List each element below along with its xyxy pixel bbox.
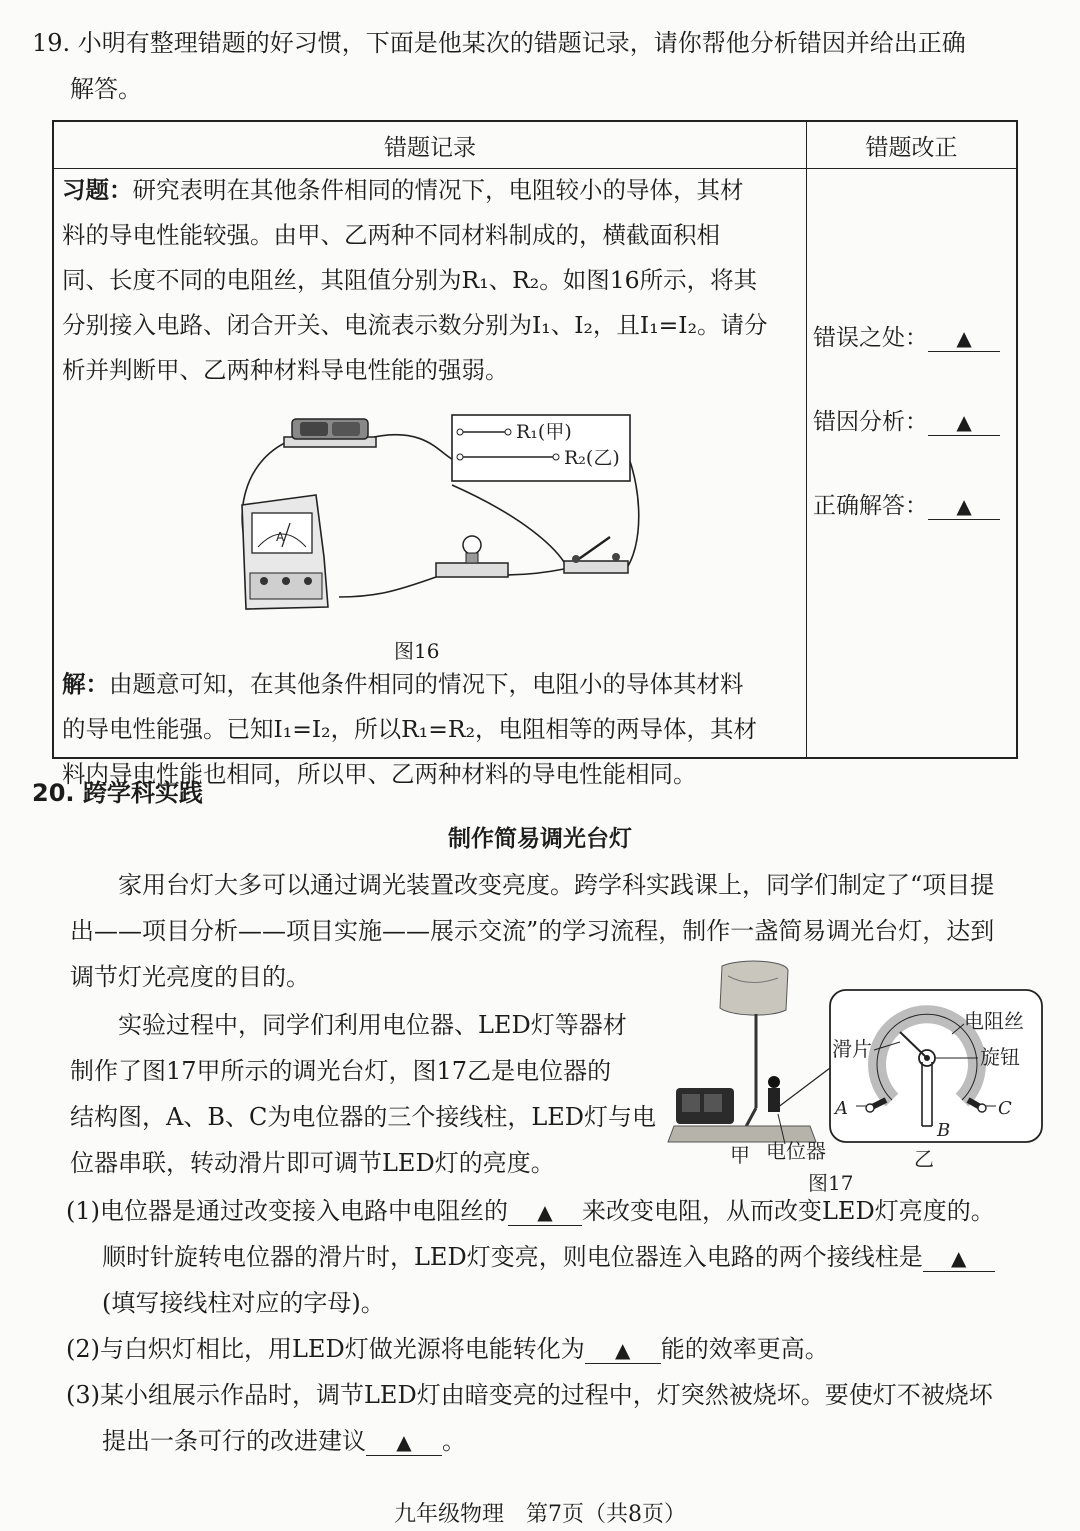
intro-line-1: 家用台灯大多可以通过调光装置改变亮度。跨学科实践课上，同学们制定了“项目提 bbox=[118, 871, 995, 899]
q20-heading: 20. 跨学科实践 bbox=[32, 779, 203, 807]
fig17-label-knob: 旋钮 bbox=[980, 1045, 1020, 1069]
solution-label: 解： bbox=[62, 670, 109, 698]
fix-blank-cause[interactable]: ▲ bbox=[928, 409, 1000, 436]
solution-line-3: 料内导电性能也相同，所以甲、乙两种材料的导电性能相同。 bbox=[62, 760, 697, 788]
q20-sub1-line3: (填写接线柱对应的字母)。 bbox=[102, 1289, 385, 1317]
intro-line-2: 出——项目分析——项目实施——展示交流”的学习流程，制作一盏简易调光台灯，达到 bbox=[70, 917, 995, 945]
resistor-box bbox=[452, 415, 630, 481]
fix-blank-answer[interactable]: ▲ bbox=[928, 493, 1000, 520]
potentiometer-diagram bbox=[830, 990, 1042, 1171]
problem-label: 习题： bbox=[62, 176, 133, 204]
exp-line-1: 实验过程中，同学们利用电位器、LED灯等器材 bbox=[118, 1011, 627, 1039]
blank-q1-2[interactable]: ▲ bbox=[923, 1244, 995, 1272]
fig17-label-a: A bbox=[835, 1098, 848, 1119]
r2-label: R₂(乙) bbox=[564, 447, 620, 469]
q20-title: 制作简易调光台灯 bbox=[448, 826, 632, 852]
problem-line-3: 同、长度不同的电阻丝，其阻值分别为R₁、R₂。如图16所示，将其 bbox=[62, 266, 758, 294]
col-header-record: 错题记录 bbox=[53, 121, 807, 169]
fig17-label-potentiometer: 电位器 bbox=[766, 1139, 826, 1163]
battery-holder bbox=[284, 419, 376, 447]
page-footer: 九年级物理 第7页（共8页） bbox=[394, 1502, 686, 1527]
figure-17 bbox=[660, 958, 1050, 1198]
problem-line-5: 析并判断甲、乙两种材料导电性能的强弱。 bbox=[62, 356, 509, 384]
exp-line-2: 制作了图17甲所示的调光台灯，图17乙是电位器的 bbox=[70, 1057, 612, 1085]
ammeter bbox=[242, 495, 328, 609]
col-header-fix: 错题改正 bbox=[807, 121, 1017, 169]
error-record-table bbox=[52, 120, 1018, 788]
lamp-base bbox=[436, 536, 508, 577]
fig17-label-slider: 滑片 bbox=[832, 1037, 872, 1061]
fix-cell bbox=[807, 169, 1017, 759]
fig17-label-jia: 甲 bbox=[730, 1143, 750, 1167]
problem-line-4: 分别接入电路、闭合开关、电流表示数分别为I₁、I₂，且I₁=I₂。请分 bbox=[62, 311, 768, 339]
fig17-label-b: B bbox=[937, 1120, 951, 1141]
q19-stem-line1: 19. 小明有整理错题的好习惯，下面是他某次的错题记录，请你帮他分析错因并给出正确 bbox=[32, 29, 966, 57]
q20-sub1-line1: (1)电位器是通过改变接入电路中电阻丝的 ▲ 来改变电阻，从而改变LED灯亮度的。 bbox=[66, 1197, 995, 1225]
blank-q2[interactable]: ▲ bbox=[585, 1336, 661, 1364]
record-cell bbox=[53, 169, 807, 788]
fix-item-cause: 错因分析： ▲ bbox=[813, 403, 1000, 436]
switch bbox=[564, 537, 628, 573]
q20-sub2: (2)与白炽灯相比，用LED灯做光源将电能转化为 ▲ 能的效率更高。 bbox=[66, 1335, 829, 1363]
fix-blank-error[interactable]: ▲ bbox=[928, 325, 1000, 352]
desk-lamp-photo bbox=[668, 961, 830, 1167]
solution-line-2: 的导电性能强。已知I₁=I₂，所以R₁=R₂，电阻相等的两导体，其材 bbox=[62, 715, 758, 743]
figure-16-circuit bbox=[224, 397, 644, 621]
r1-label: R₁(甲) bbox=[516, 421, 572, 443]
blank-q1-1[interactable]: ▲ bbox=[508, 1198, 582, 1226]
intro-line-3: 调节灯光亮度的目的。 bbox=[70, 963, 310, 991]
fix-item-error: 错误之处： ▲ bbox=[813, 319, 1000, 352]
figure-16-caption: 图16 bbox=[394, 639, 440, 663]
q19-stem-line2: 解答。 bbox=[70, 75, 142, 103]
q20-sub3-line2: 提出一条可行的改进建议 ▲ 。 bbox=[102, 1427, 466, 1455]
solution-line-1: 解：由题意可知，在其他条件相同的情况下，电阻小的导体其材料 bbox=[62, 670, 744, 698]
fig17-label-c: C bbox=[998, 1098, 1012, 1119]
fix-item-answer: 正确解答： ▲ bbox=[813, 487, 1000, 520]
fig17-label-yi: 乙 bbox=[914, 1147, 934, 1171]
blank-q3[interactable]: ▲ bbox=[366, 1428, 442, 1456]
problem-line-1: 习题：研究表明在其他条件相同的情况下，电阻较小的导体，其材 bbox=[62, 176, 744, 204]
q20-sub1-line2: 顺时针旋转电位器的滑片时，LED灯变亮，则电位器连入电路的两个接线柱是 ▲ bbox=[102, 1242, 995, 1272]
exp-line-4: 位器串联，转动滑片即可调节LED灯的亮度。 bbox=[70, 1149, 555, 1177]
ammeter-letter: A bbox=[276, 530, 285, 544]
exp-line-3: 结构图，A、B、C为电位器的三个接线柱，LED灯与电 bbox=[70, 1103, 657, 1131]
problem-line-2: 料的导电性能较强。由甲、乙两种不同材料制成的，横截面积相 bbox=[62, 221, 720, 249]
fig17-label-wire: 电阻丝 bbox=[964, 1009, 1024, 1033]
q20-sub3-line1: (3)某小组展示作品时，调节LED灯由暗变亮的过程中，灯突然被烧坏。要使灯不被烧坏 bbox=[66, 1381, 993, 1409]
figure-17-caption: 图17 bbox=[808, 1171, 854, 1195]
